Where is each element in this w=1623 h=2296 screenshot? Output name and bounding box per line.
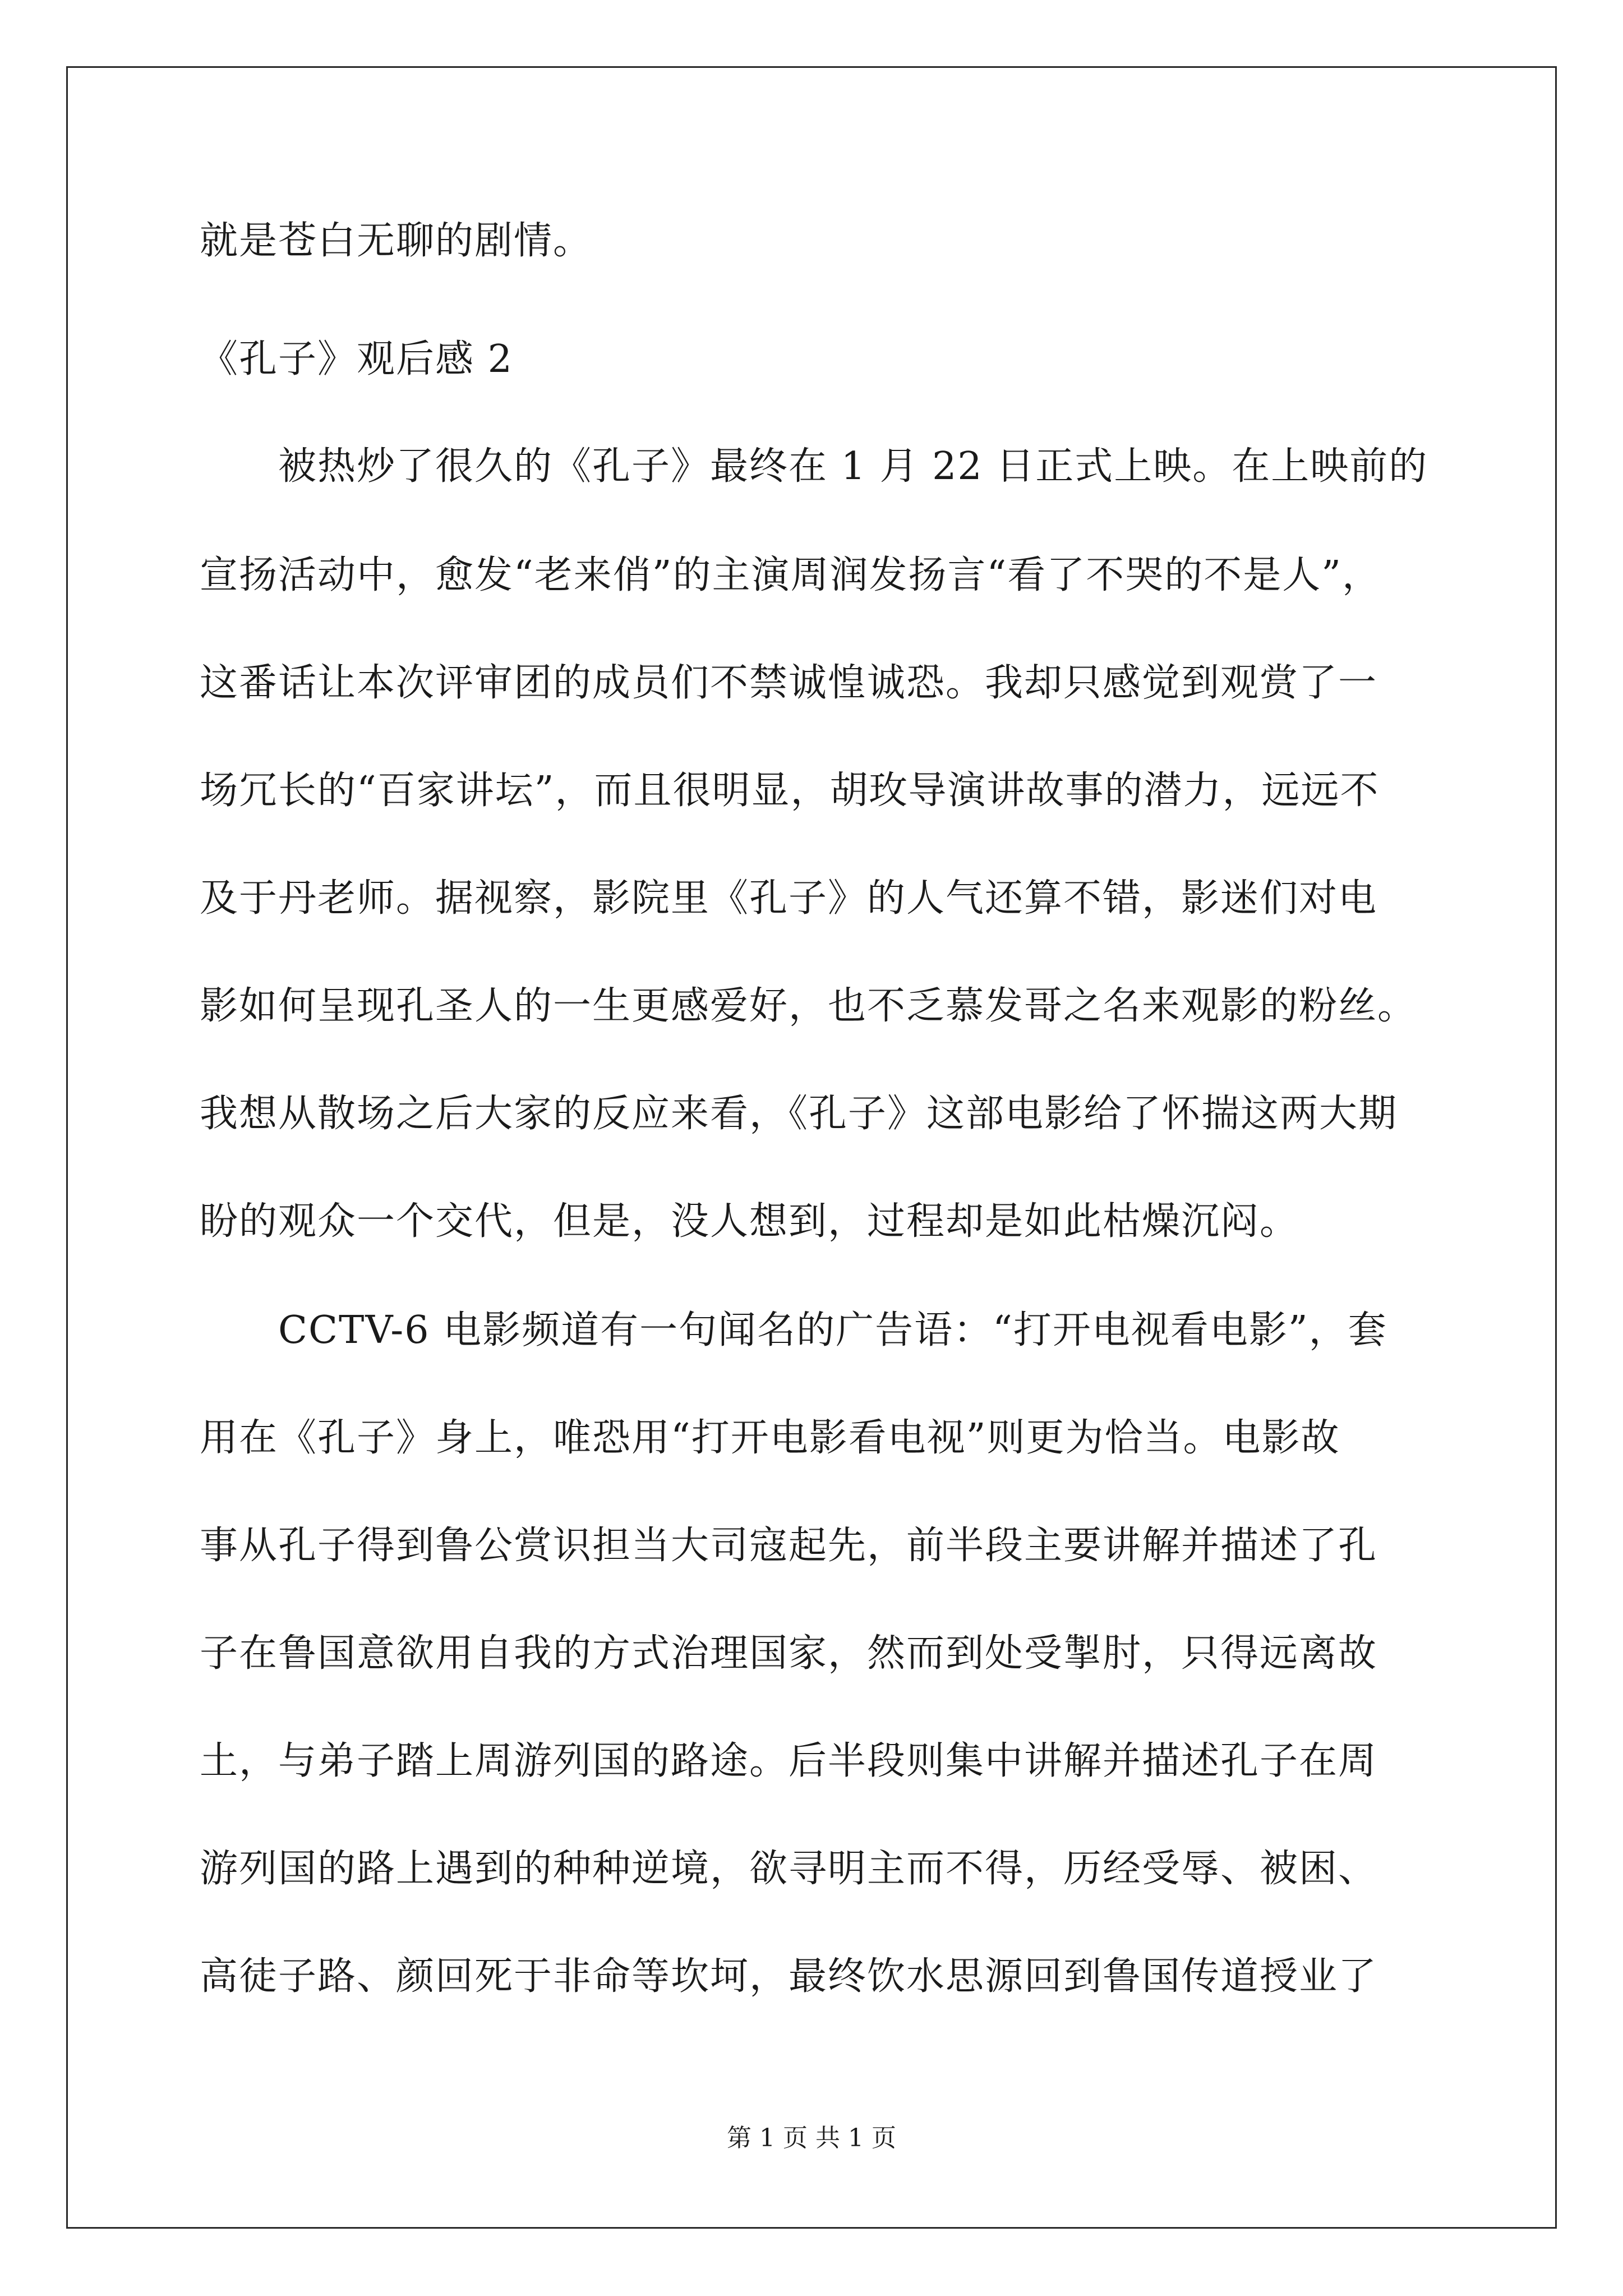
text-line: 就是苍白无聊的剧情。: [200, 219, 593, 263]
text-line: CCTV-6 电影频道有一句闻名的广告语：“打开电视看电影”，套: [278, 1308, 1387, 1352]
text-line: 影如何呈现孔圣人的一生更感爱好，也不乏慕发哥之名来观影的粉丝。: [200, 984, 1417, 1028]
text-line: 盼的观众一个交代，但是，没人想到，过程却是如此枯燥沉闷。: [200, 1199, 1299, 1244]
text-line: 我想从散场之后大家的反应来看，《孔子》这部电影给了怀揣这两大期: [200, 1092, 1398, 1136]
text-line: 用在《孔子》身上，唯恐用“打开电影看电视”则更为恰当。电影故: [200, 1416, 1340, 1460]
text-line: 游列国的路上遇到的种种逆境，欲寻明主而不得，历经受辱、被困、: [200, 1847, 1378, 1891]
text-line: 高徒子路、颜回死于非命等坎坷，最终饮水思源回到鲁国传道授业了: [200, 1954, 1378, 1999]
text-line: 被热炒了很久的《孔子》最终在 1 月 22 日正式上映。在上映前的: [278, 444, 1428, 489]
text-line: 子在鲁国意欲用自我的方式治理国家，然而到处受掣肘，只得远离故: [200, 1631, 1378, 1676]
section-heading: 《孔子》观后感 2: [200, 337, 513, 381]
text-line: 这番话让本次评审团的成员们不禁诚惶诚恐。我却只感觉到观赏了一: [200, 661, 1378, 705]
text-line: 场冗长的“百家讲坛”，而且很明显，胡玫导演讲故事的潜力，远远不: [200, 769, 1380, 813]
text-line: 宣扬活动中，愈发“老来俏”的主演周润发扬言“看了不哭的不是人”，: [200, 553, 1382, 597]
text-line: 土，与弟子踏上周游列国的路途。后半段则集中讲解并描述孔子在周: [200, 1739, 1378, 1783]
page-footer: 第 1 页 共 1 页: [727, 2124, 896, 2152]
text-line: 事从孔子得到鲁公赏识担当大司寇起先，前半段主要讲解并描述了孔: [200, 1524, 1378, 1568]
text-line: 及于丹老师。据视察，影院里《孔子》的人气还算不错，影迷们对电: [200, 876, 1378, 921]
page-border: [66, 66, 1557, 2229]
